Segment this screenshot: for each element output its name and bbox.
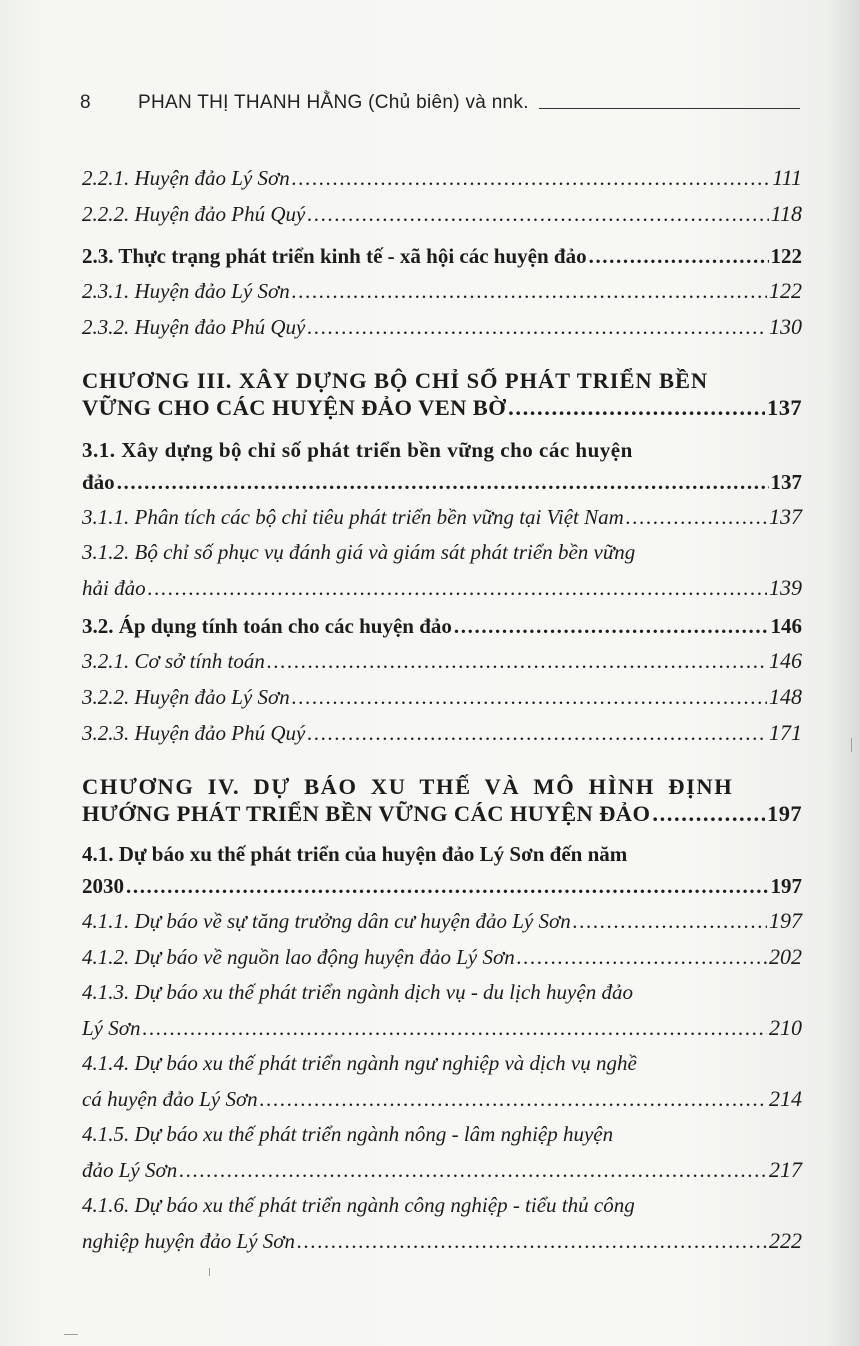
leader-dots [292, 274, 767, 309]
toc-entry[interactable] [82, 1188, 802, 1259]
toc-entry-page: 222 [769, 1228, 802, 1253]
scan-mark [851, 738, 852, 752]
toc-chapter[interactable] [82, 773, 802, 827]
leader-dots [307, 310, 767, 345]
leader-dots [517, 940, 767, 975]
toc-entry-title: 2.3.2. Huyện đảo Phú Quý [82, 315, 306, 339]
toc-entry-title-cont: hải đảo [82, 576, 146, 600]
toc-entry[interactable] [82, 160, 802, 196]
toc-entry-page: 197 [767, 801, 802, 826]
toc-entry[interactable] [82, 643, 802, 679]
page-number: 8 [80, 92, 91, 113]
toc-chapter-title-cont: VỮNG CHO CÁC HUYỆN ĐẢO VEN BỜ [82, 395, 507, 420]
toc-entry-title: 2.2.2. Huyện đảo Phú Quý [82, 202, 306, 226]
leader-dots [292, 680, 767, 715]
toc-entry-page: 146 [770, 614, 802, 638]
toc-chapter-title: CHƯƠNG III. XÂY DỰNG BỘ CHỈ SỐ PHÁT TRIỂN BỀN [82, 368, 708, 393]
toc-entry-title-cont: đảo Lý Sơn [82, 1158, 178, 1182]
toc-entry-title: 4.1.5. Dự báo xu thế phát triển ngành nông - lâm nghiệp huyện [82, 1122, 614, 1146]
leader-dots [260, 1082, 767, 1117]
toc-entry-page: 122 [770, 244, 802, 268]
toc-entry[interactable] [82, 1117, 802, 1188]
toc-entry[interactable] [82, 535, 802, 606]
running-title: PHAN THỊ THANH HẰNG (Chủ biên) và nnk. [138, 92, 529, 113]
toc-entry-page: 146 [769, 648, 802, 673]
toc-section[interactable] [82, 435, 802, 499]
leader-dots [126, 870, 769, 903]
toc-entry-page: 217 [769, 1157, 802, 1182]
toc-section-title: 3.2. Áp dụng tính toán cho các huyện đảo [82, 614, 452, 638]
table-of-contents [82, 160, 802, 1259]
toc-entry-page: 197 [770, 874, 802, 898]
toc-entry-page: 137 [767, 395, 802, 420]
toc-entry-title: 4.1.2. Dự báo về nguồn lao động huyện đảo Lý Sơn [82, 945, 515, 969]
toc-entry-title-cont: cá huyện đảo Lý Sơn [82, 1087, 258, 1111]
leader-dots [307, 197, 768, 232]
toc-entry-title: 3.1.1. Phân tích các bộ chỉ tiêu phát triển bền vững tại Việt Nam [82, 505, 624, 529]
toc-section-title-cont: 2030 [82, 874, 124, 898]
toc-section[interactable] [82, 839, 802, 903]
leader-dots [307, 716, 767, 751]
toc-entry-page: 130 [769, 314, 802, 339]
leader-dots [508, 394, 765, 421]
leader-dots [142, 1011, 767, 1046]
toc-entry-page: 197 [769, 908, 802, 933]
toc-entry-page: 210 [769, 1015, 802, 1040]
leader-dots [589, 240, 769, 273]
leader-dots [297, 1224, 767, 1259]
toc-section[interactable] [82, 610, 802, 643]
toc-entry[interactable] [82, 679, 802, 715]
toc-entry-page: 214 [769, 1086, 802, 1111]
toc-entry-title-cont: nghiệp huyện đảo Lý Sơn [82, 1229, 296, 1253]
toc-entry-page: 111 [772, 165, 802, 190]
toc-entry[interactable] [82, 715, 802, 751]
scan-mark [209, 1268, 210, 1276]
toc-entry-page: 202 [769, 944, 802, 969]
toc-section[interactable] [82, 240, 802, 273]
toc-section-title: 2.3. Thực trạng phát triển kinh tế - xã hội các huyện đảo [82, 244, 587, 268]
page-edge-shadow [826, 0, 860, 1346]
toc-entry-title: 2.3.1. Huyện đảo Lý Sơn [82, 279, 290, 303]
toc-entry-title: 4.1.4. Dự báo xu thế phát triển ngành ngư nghiệp và dịch vụ nghề [82, 1051, 637, 1075]
toc-entry[interactable] [82, 309, 802, 345]
toc-section-title-cont: đảo [82, 470, 115, 494]
toc-entry-page: 171 [769, 720, 802, 745]
toc-entry-title: 3.2.3. Huyện đảo Phú Quý [82, 721, 306, 745]
toc-entry[interactable] [82, 499, 802, 535]
toc-entry-title-cont: Lý Sơn [82, 1016, 141, 1040]
scan-mark [64, 1334, 78, 1335]
leader-dots [573, 904, 767, 939]
toc-entry-page: 137 [770, 470, 802, 494]
leader-dots [267, 644, 767, 679]
toc-entry-title: 2.2.1. Huyện đảo Lý Sơn [82, 166, 290, 190]
toc-section-title: 3.1. Xây dựng bộ chỉ số phát triển bền vững cho các huyện [82, 438, 633, 462]
toc-chapter-title: CHƯƠNG IV. DỰ BÁO XU THẾ VÀ MÔ HÌNH ĐỊNH [82, 774, 734, 799]
toc-entry[interactable] [82, 903, 802, 939]
toc-entry-page: 139 [769, 575, 802, 600]
leader-dots [652, 800, 765, 827]
toc-entry-page: 118 [770, 201, 802, 226]
toc-chapter[interactable] [82, 367, 802, 421]
running-header [80, 84, 800, 114]
toc-entry-title: 3.2.2. Huyện đảo Lý Sơn [82, 685, 290, 709]
toc-entry-title: 3.1.2. Bộ chỉ số phục vụ đánh giá và giám sát phát triển bền vững [82, 540, 636, 564]
leader-dots [148, 571, 767, 606]
leader-dots [117, 466, 769, 499]
toc-entry-title: 4.1.1. Dự báo về sự tăng trưởng dân cư huyện đảo Lý Sơn [82, 909, 571, 933]
toc-entry-page: 122 [769, 278, 802, 303]
toc-entry[interactable] [82, 1046, 802, 1117]
toc-entry-page: 137 [769, 504, 802, 529]
leader-dots [626, 500, 767, 535]
toc-section-title: 4.1. Dự báo xu thế phát triển của huyện đảo Lý Sơn đến năm [82, 842, 628, 866]
toc-entry[interactable] [82, 939, 802, 975]
toc-entry[interactable] [82, 273, 802, 309]
toc-entry-page: 148 [769, 684, 802, 709]
toc-entry-title: 3.2.1. Cơ sở tính toán [82, 649, 265, 673]
toc-entry-title: 4.1.3. Dự báo xu thế phát triển ngành dịch vụ - du lịch huyện đảo [82, 980, 633, 1004]
toc-entry[interactable] [82, 196, 802, 232]
header-rule [539, 107, 800, 109]
leader-dots [292, 161, 771, 196]
toc-chapter-title-cont: HƯỚNG PHÁT TRIỂN BỀN VỮNG CÁC HUYỆN ĐẢO [82, 801, 651, 826]
toc-entry[interactable] [82, 975, 802, 1046]
leader-dots [454, 610, 769, 643]
leader-dots [179, 1153, 767, 1188]
toc-entry-title: 4.1.6. Dự báo xu thế phát triển ngành công nghiệp - tiểu thủ công [82, 1193, 635, 1217]
